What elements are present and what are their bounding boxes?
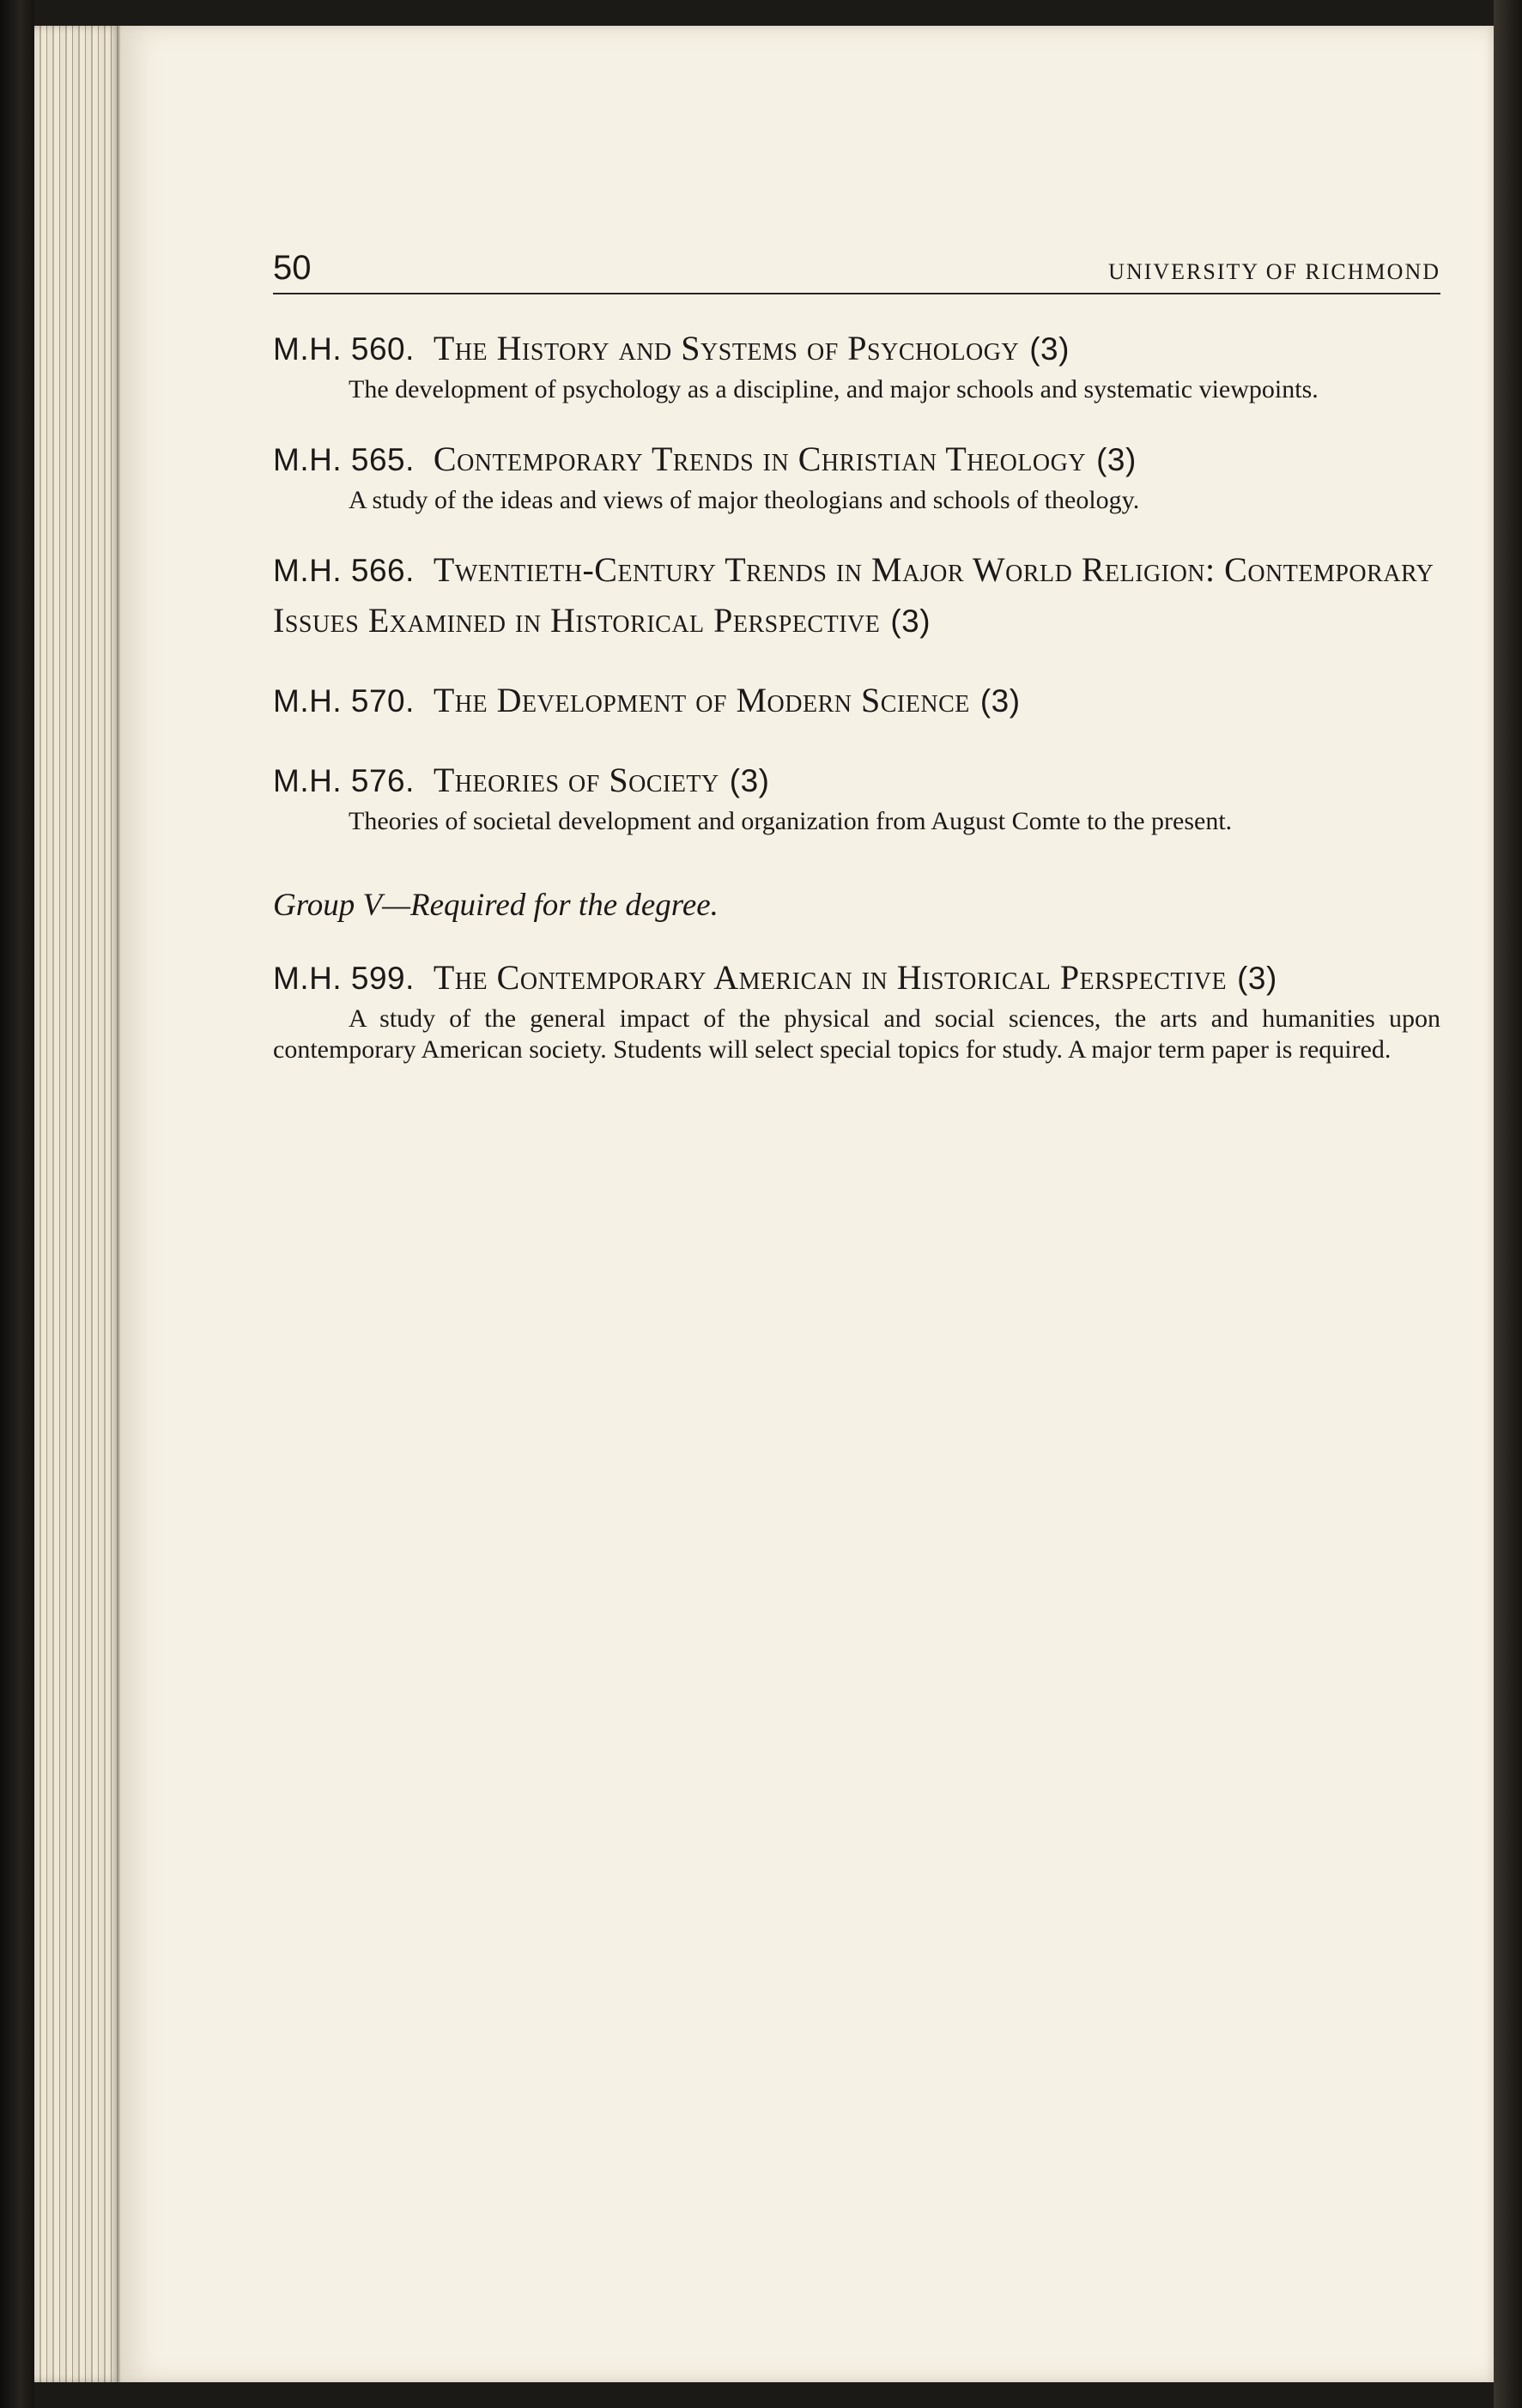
course-title: Twentieth-Century Trends in Major World Religion: Contemporary Issues Examined in Historical Perspective [273,550,1434,640]
book-cover-edge [0,0,34,2408]
page-header [273,249,1440,294]
course-title: Contemporary Trends in Christian Theology [433,440,1087,478]
course-heading [273,434,1440,485]
course-credit: (3) [979,683,1021,719]
course-number: M.H. 566. [273,553,415,588]
page-number: 50 [273,249,312,287]
course-number: M.H. 570. [273,683,415,719]
course-credit: (3) [1237,961,1277,996]
course-credit: (3) [890,604,931,639]
course-number: M.H. 576. [273,763,415,798]
running-head: UNIVERSITY OF RICHMOND [1108,259,1440,284]
course-entry [273,953,1440,1065]
course-entry [273,755,1440,837]
course-description: A study of the ideas and views of major theologians and schools of theology. [349,486,1140,514]
course-description: A study of the general impact of the physical and social sciences, the arts and humanities upon contemporary American society. Students will select special topics for study. A major term paper is required. [273,1004,1440,1064]
course-credit: (3) [1096,442,1137,477]
right-binding-edge [1494,0,1522,2408]
course-entry [273,676,1440,726]
course-number: M.H. 560. [273,331,415,367]
page-content [273,249,1440,1065]
course-heading [273,953,1440,1004]
course-title: The Contemporary American in Historical Perspective [433,958,1228,997]
course-title: The History and Systems of Psychology [433,329,1020,367]
course-credit: (3) [729,763,770,798]
course-heading [273,755,1440,806]
course-description: Theories of societal development and organization from August Comte to the present. [349,807,1233,835]
course-number: M.H. 599. [273,961,415,996]
course-heading [273,676,1440,726]
course-heading [273,324,1440,374]
course-title: Theories of Society [433,761,719,799]
course-entry [273,434,1440,516]
course-entry [273,545,1440,646]
group-heading: Group V—Required for the degree. [273,888,719,923]
course-number: M.H. 565. [273,442,415,477]
course-title: The Development of Modern Science [433,681,970,719]
course-entry [273,324,1440,405]
course-description: The development of psychology as a discipline, and major schools and systematic viewpoints. [349,375,1319,403]
course-credit: (3) [1029,331,1070,367]
course-heading [273,545,1440,646]
page-edges [34,26,120,2382]
